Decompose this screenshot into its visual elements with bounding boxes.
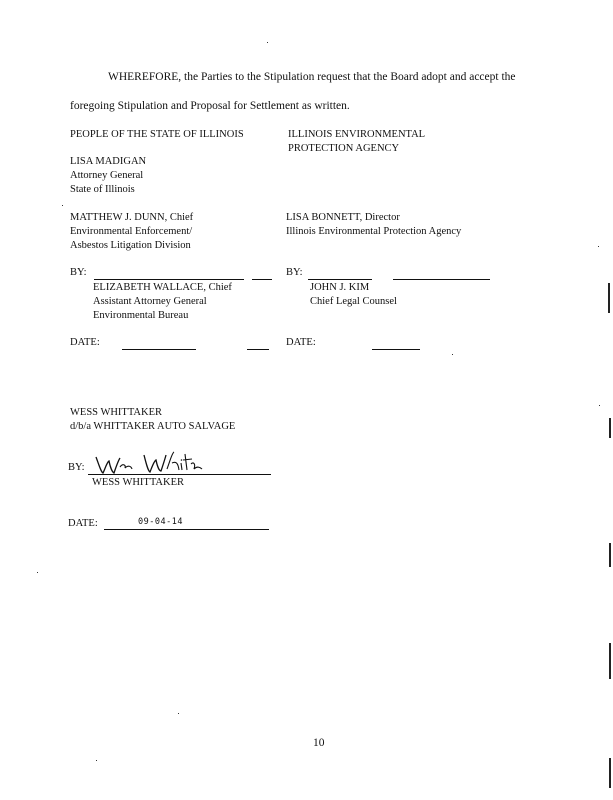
- chief-title-line2: Asbestos Litigation Division: [70, 240, 191, 251]
- scan-speck: [452, 354, 453, 355]
- scan-speck: [178, 713, 179, 714]
- attorney-general-title: Attorney General: [70, 170, 144, 181]
- scan-edge-mark: [609, 543, 611, 567]
- respondent-name: WESS WHITTAKER: [70, 407, 162, 418]
- chief-name: MATTHEW J. DUNN, Chief: [70, 212, 194, 223]
- page-number: 10: [313, 737, 325, 749]
- right-signature-line-end: [393, 279, 490, 280]
- left-signer-title1: Assistant Attorney General: [93, 296, 207, 307]
- right-signer-title: Chief Legal Counsel: [310, 296, 397, 307]
- left-signer-name: ELIZABETH WALLACE, Chief: [93, 282, 232, 293]
- right-signer-name: JOHN J. KIM: [310, 282, 370, 293]
- attorney-general-name: LISA MADIGAN: [70, 156, 147, 167]
- scan-edge-mark: [609, 758, 611, 788]
- wherefore-paragraph-line1: WHEREFORE, the Parties to the Stipulation request that the Board adopt and accept the: [108, 71, 516, 83]
- respondent-signature-line: [88, 474, 271, 475]
- left-signature-line-end: [252, 279, 272, 280]
- right-signature-line: [308, 279, 372, 280]
- scan-edge-mark: [608, 283, 610, 313]
- iepa-heading-line2: PROTECTION AGENCY: [288, 143, 400, 154]
- director-title: Illinois Environmental Protection Agency: [286, 226, 462, 237]
- left-signer-title2: Environmental Bureau: [93, 310, 189, 321]
- left-date-label: DATE:: [70, 337, 100, 348]
- scan-speck: [267, 42, 268, 43]
- respondent-printed-name: WESS WHITTAKER: [92, 477, 184, 488]
- scan-speck: [599, 405, 600, 406]
- respondent-date-value: 09-04-14: [138, 517, 183, 527]
- wherefore-paragraph-line2: foregoing Stipulation and Proposal for Settlement as written.: [70, 100, 350, 112]
- right-date-label: DATE:: [286, 337, 316, 348]
- left-date-line: [122, 349, 196, 350]
- scan-speck: [37, 572, 38, 573]
- right-by-label: BY:: [286, 267, 303, 278]
- respondent-date-label: DATE:: [68, 518, 98, 529]
- scan-speck: [598, 246, 599, 247]
- people-heading: PEOPLE OF THE STATE OF ILLINOIS: [70, 129, 244, 140]
- chief-title-line1: Environmental Enforcement/: [70, 226, 193, 237]
- scan-speck: [96, 760, 97, 761]
- scan-edge-mark: [609, 418, 611, 438]
- left-by-label: BY:: [70, 267, 87, 278]
- attorney-general-org: State of Illinois: [70, 184, 135, 195]
- left-date-line-end: [247, 349, 269, 350]
- respondent-dba: d/b/a WHITTAKER AUTO SALVAGE: [70, 421, 236, 432]
- right-date-line: [372, 349, 420, 350]
- left-signature-line: [94, 279, 244, 280]
- scan-edge-mark: [609, 643, 611, 679]
- director-name: LISA BONNETT, Director: [286, 212, 400, 223]
- scan-speck: [62, 205, 63, 206]
- respondent-by-label: BY:: [68, 462, 85, 473]
- iepa-heading-line1: ILLINOIS ENVIRONMENTAL: [288, 129, 426, 140]
- respondent-date-line: [104, 529, 269, 530]
